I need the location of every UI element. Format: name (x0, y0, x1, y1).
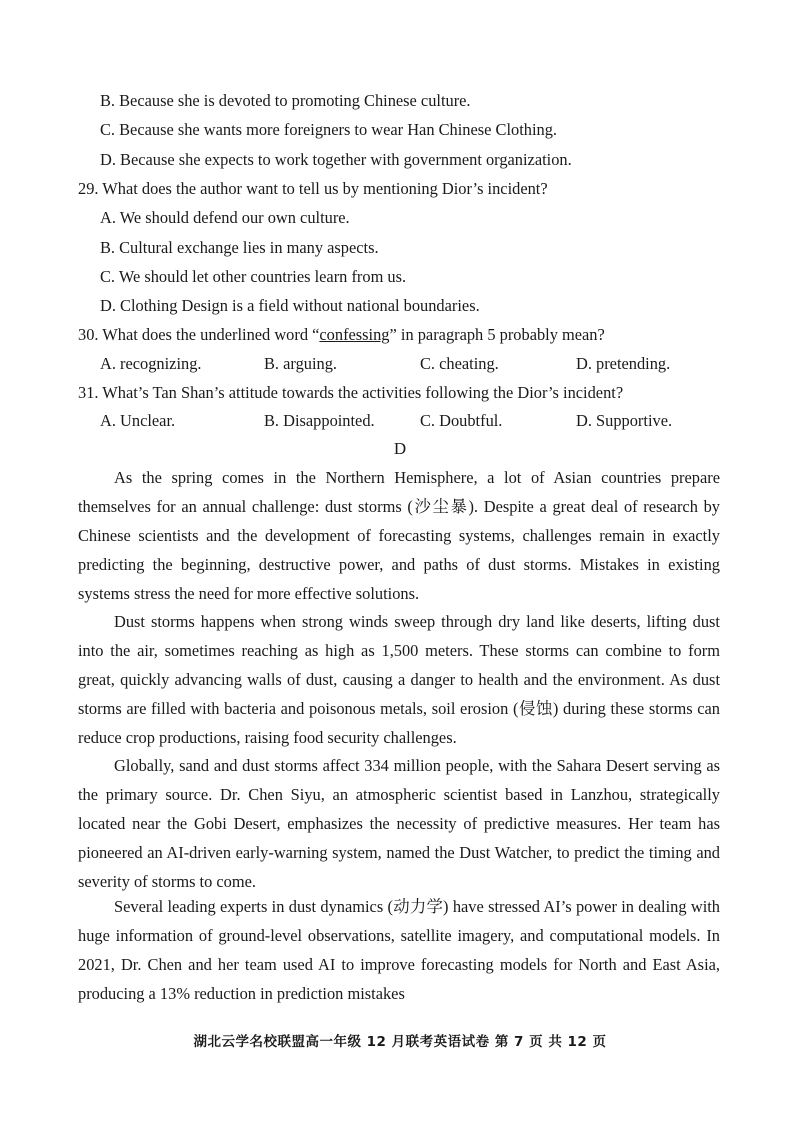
passage-paragraph-1 (78, 464, 720, 609)
section-label: D (393, 439, 407, 458)
q31-option-a: A. Unclear. (100, 411, 176, 430)
page-footer: 湖北云学名校联盟高一年级 12 月联考英语试卷 第 7 页 共 12 页 (193, 1034, 607, 1050)
paragraph-4-text: Several leading experts in dust dynamics (动力学) have stressed AI’s power in dealing with huge information of ground-level observations, satellite imagery, and computational models. In 2021, Dr. Chen and her team used AI to improve forecasting models for North and East Asia, producing a 13% reduction in prediction mistakes (78, 897, 720, 1003)
q30-option-d: D. pretending. (576, 354, 671, 373)
q29-option-b: B. Cultural exchange lies in many aspects. (100, 238, 379, 257)
q29-option-d: D. Clothing Design is a field without national boundaries. (100, 296, 480, 315)
q31-option-b: B. Disappointed. (264, 411, 375, 430)
q30-option-a: A. recognizing. (100, 354, 202, 373)
q30-question-end: ” in paragraph 5 probably mean? (389, 325, 605, 344)
paragraph-2-text: Dust storms happens when strong winds sweep through dry land like deserts, lifting dust into the air, sometimes reaching as high as 1,500 meters. These storms can combine to form great, quickly advancing walls of dust, causing a danger to health and the environment. As dust storms are filled with bacteria and poisonous metals, soil erosion (侵蚀) during these storms can reduce crop productions, raising food security challenges. (78, 612, 720, 747)
q31-option-c: C. Doubtful. (420, 411, 503, 430)
q30-question (78, 325, 605, 345)
q28-option-d: D. Because she expects to work together with government organization. (100, 150, 572, 169)
q30-question-start: 30. What does the underlined word “ (78, 325, 320, 344)
q30-underlined-word: confessing (319, 325, 390, 344)
q28-option-b: B. Because she is devoted to promoting Chinese culture. (100, 91, 471, 110)
q31-question: 31. What’s Tan Shan’s attitude towards the activities following the Dior’s incident? (78, 383, 624, 402)
q29-option-a: A. We should defend our own culture. (100, 208, 350, 227)
passage-paragraph-3 (78, 752, 720, 897)
q30-option-b: B. arguing. (264, 354, 337, 373)
q29-option-c: C. We should let other countries learn from us. (100, 267, 407, 286)
paragraph-1-text: As the spring comes in the Northern Hemisphere, a lot of Asian countries prepare themselves for an annual challenge: dust storms (沙尘暴). Despite a great deal of research by Chinese scientists and the development of forecasting systems, challenges remain in exactly predicting the beginning, destructive power, and paths of dust storms. Mistakes in existing systems stress the need for more effective solutions. (78, 468, 720, 603)
q29-question: 29. What does the author want to tell us by mentioning Dior’s incident? (78, 179, 548, 198)
q31-option-d: D. Supportive. (576, 411, 673, 430)
passage-paragraph-4 (78, 893, 720, 1009)
paragraph-3-text: Globally, sand and dust storms affect 334 million people, with the Sahara Desert serving as the primary source. Dr. Chen Siyu, an atmospheric scientist based in Lanzhou, strategically located near the Gobi Desert, emphasizes the necessity of predictive measures. Her team has pioneered an AI-driven early-warning system, named the Dust Watcher, to predict the timing and severity of storms to come. (78, 756, 720, 891)
q30-option-c: C. cheating. (420, 354, 499, 373)
q28-option-c: C. Because she wants more foreigners to wear Han Chinese Clothing. (100, 120, 558, 139)
passage-paragraph-2 (78, 608, 720, 753)
